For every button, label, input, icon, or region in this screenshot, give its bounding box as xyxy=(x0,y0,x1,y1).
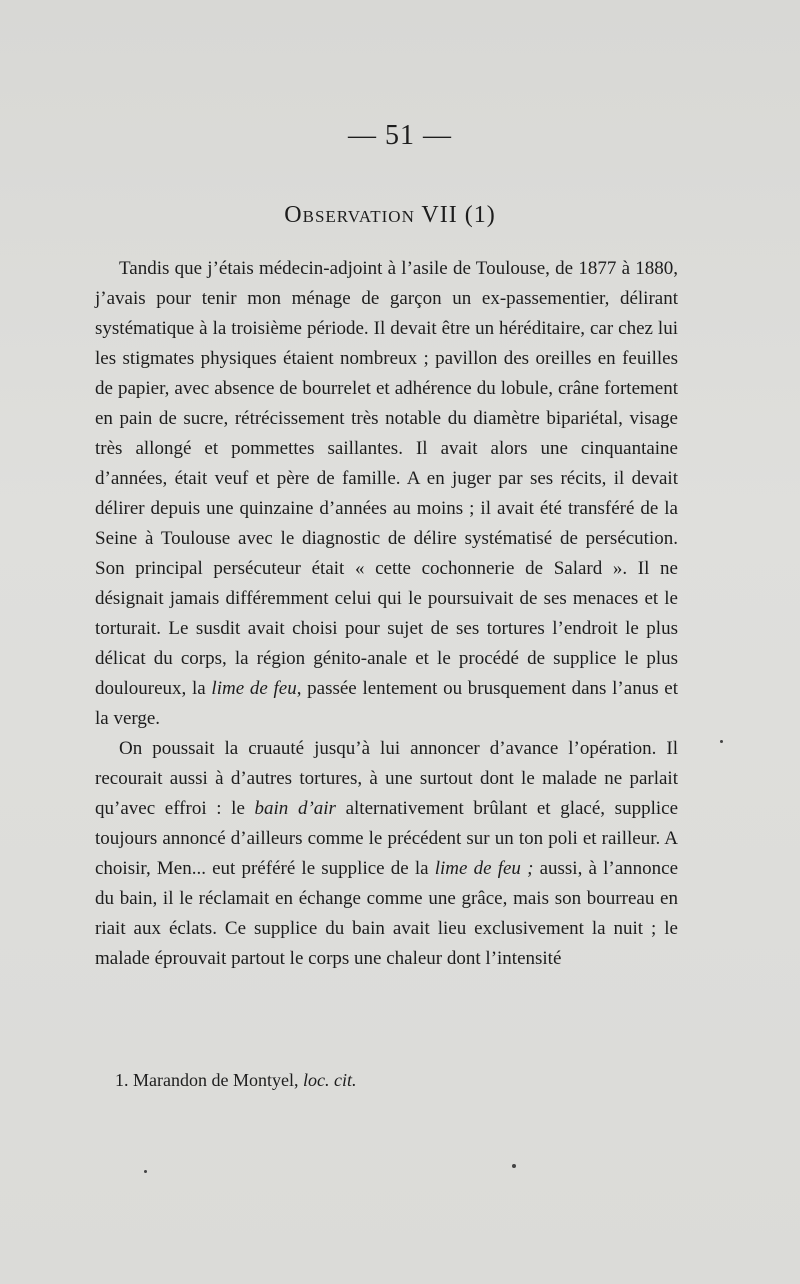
paper-speck xyxy=(512,1164,516,1168)
footnote-italic: loc. cit. xyxy=(302,1070,357,1090)
footnote-text: 1. Marandon de Montyel, xyxy=(115,1070,303,1090)
paragraph-2-text-b: alternativement brûlant et glacé, supplice toujours annoncé d’ailleurs comme le précédent sur un ton poli et railleur. A choisir, Men... eut préféré le supplice de la xyxy=(95,798,678,879)
paragraph-1-text-b: , passée lentement ou brusquement dans l’anus et la verge. xyxy=(95,678,679,729)
paragraph-1-italic: lime de feu xyxy=(211,678,297,699)
paragraph-1 xyxy=(95,254,678,734)
paper-speck xyxy=(720,740,723,743)
paragraph-2-text-a: On poussait la cruauté jusqu’à lui annoncer d’avance l’opération. Il recourait aussi à d’autres tortures, à une surtout dont le malade ne parlait qu’avec effroi : le xyxy=(95,738,678,819)
paper-speck xyxy=(144,1170,147,1173)
paragraph-2-text-c: aussi, à l’annonce du bain, il le réclamait en échange comme une grâce, mais son bourreau en riait aux éclats. Ce supplice du bain avait lieu exclusivement la nuit ; le malade éprouvait partout le corps une chaleur dont l’intensité xyxy=(95,858,678,969)
paragraph-2-italic-1: bain d’air xyxy=(254,798,336,819)
observation-title: Observation VII (1) xyxy=(284,202,496,228)
page-number: — 51 — xyxy=(348,120,452,151)
paragraph-2-italic-2: lime de feu ; xyxy=(434,858,534,879)
body-text xyxy=(95,254,678,974)
footnote xyxy=(115,1066,675,1094)
paragraph-2 xyxy=(95,734,678,974)
paragraph-1-text-a: Tandis que j’étais médecin-adjoint à l’asile de Toulouse, de 1877 à 1880, j’avais pour tenir mon ménage de garçon un ex-passementier, délirant systématique à la troisième période. Il devait être un héréditaire, car chez lui les stigmates physiques étaient nombreux ; pavillon des oreilles en feuilles de papier, avec absence de bourrelet et adhérence du lobule, crâne fortement en pain de sucre, rétrécissement très notable du diamètre bipariétal, visage très allongé et pommettes saillantes. Il avait alors une cinquantaine d’années, était veuf et père de famille. A en juger par ses récits, il devait délirer depuis une quinzaine d’années au moins ; il avait été transféré de la Seine à Toulouse avec le diagnostic de délire systématisé de persécution. Son principal persécuteur était « cette cochonnerie de Salard ». Il ne désignait jamais différemment celui qui le poursuivait de ses menaces et le torturait. Le susdit avait choisi pour sujet de ses tortures l’endroit le plus délicat du corps, la région génito-anale et le procédé de supplice le plus douloureux, la xyxy=(95,258,678,699)
